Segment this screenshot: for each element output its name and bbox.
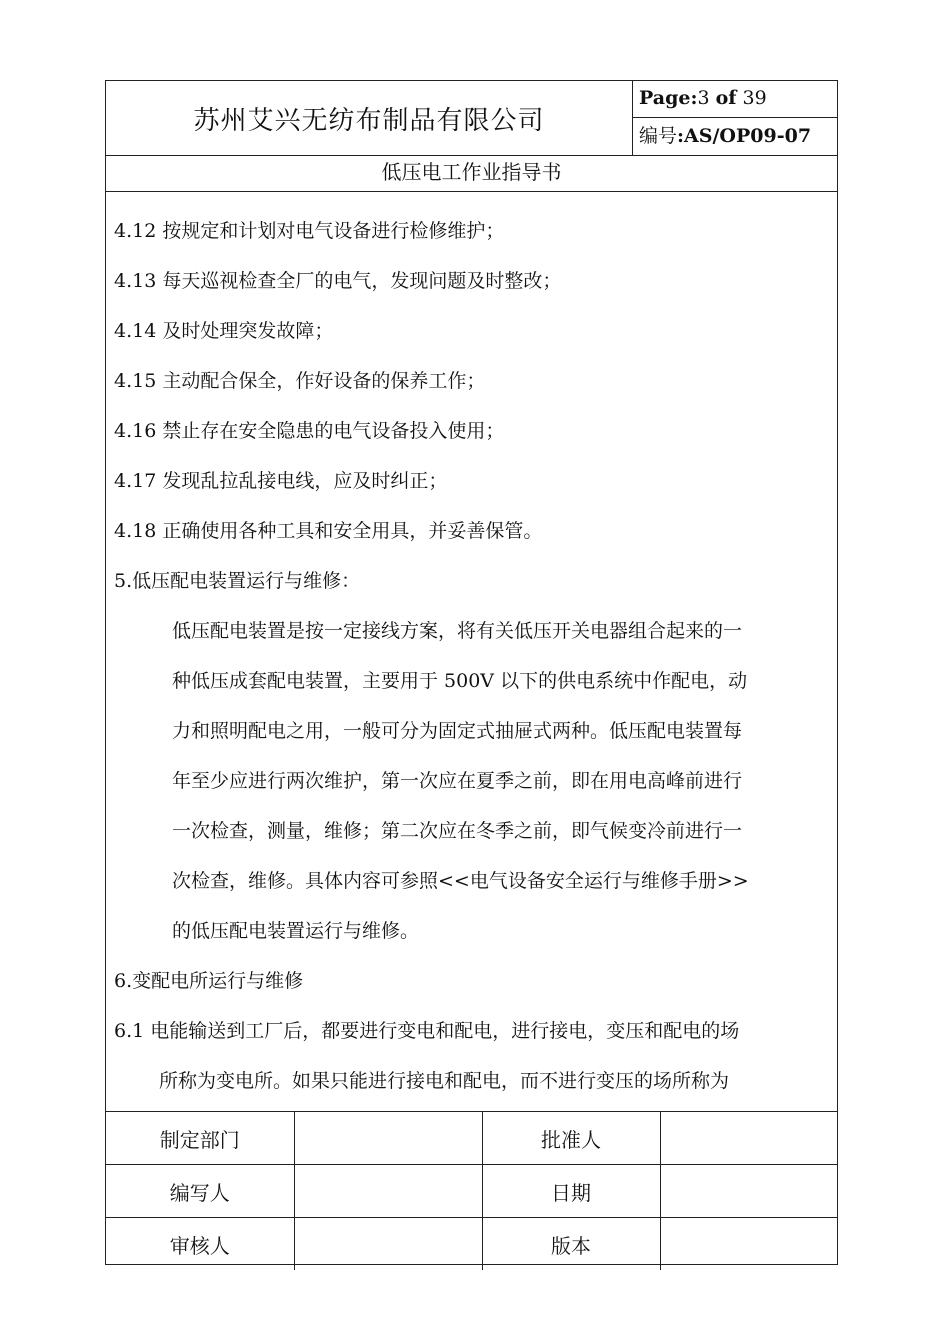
company-name: 苏州艾兴无纺布制品有限公司 [106, 81, 633, 156]
reviewer-label: 审核人 [106, 1218, 294, 1271]
writer-field[interactable] [294, 1165, 482, 1218]
body-line: 年至少应进行两次维护，第一次应在夏季之前，即在用电高峰前进行 [172, 770, 743, 792]
body-line: 次检查，维修。具体内容可参照<<电气设备安全运行与维修手册>> [172, 870, 749, 892]
body-line: 4.15 主动配合保全，作好设备的保养工作； [114, 370, 486, 392]
body-line: 种低压成套配电装置，主要用于 500V 以下的供电系统中作配电，动 [172, 670, 748, 692]
section-heading: 6.变配电所运行与维修 [114, 970, 304, 992]
body-line: 4.16 禁止存在安全隐患的电气设备投入使用； [114, 420, 505, 442]
body-line: 4.14 及时处理突发故障； [114, 320, 334, 342]
body-line: 4.18 正确使用各种工具和安全用具，并妥善保管。 [114, 520, 543, 542]
body-line: 4.12 按规定和计划对电气设备进行检修维护； [114, 220, 505, 242]
document-frame [105, 80, 838, 1265]
body-line: 一次检查，测量，维修；第二次应在冬季之前，即气候变冷前进行一 [172, 820, 743, 842]
body-line: 的低压配电装置运行与维修。 [172, 920, 420, 942]
dept-field[interactable] [294, 1112, 482, 1165]
version-field[interactable] [660, 1218, 837, 1271]
body-line: 所称为变电所。如果只能进行接电和配电，而不进行变压的场所称为 [159, 1070, 730, 1092]
page-total: 39 [742, 87, 767, 109]
body-line: 4.17 发现乱拉乱接电线，应及时纠正； [114, 470, 448, 492]
document-body [106, 192, 837, 1112]
page-number: 3 [697, 87, 710, 109]
body-line: 4.13 每天巡视检查全厂的电气，发现问题及时整改； [114, 270, 562, 292]
signoff-table [106, 1112, 837, 1264]
body-line: 低压配电装置是按一定接线方案，将有关低压开关电器组合起来的一 [172, 620, 743, 642]
date-field[interactable] [660, 1165, 837, 1218]
body-line: 6.1 电能输送到工厂后，都要进行变电和配电，进行接电，变压和配电的场 [114, 1020, 740, 1042]
section-heading: 5.低压配电装置运行与维修： [114, 570, 361, 592]
writer-label: 编写人 [106, 1165, 294, 1218]
dept-label: 制定部门 [106, 1112, 294, 1165]
approver-label: 批准人 [482, 1112, 660, 1165]
approver-field[interactable] [660, 1112, 837, 1165]
date-label: 日期 [482, 1165, 660, 1218]
page-of-label: of [715, 87, 737, 109]
reviewer-field[interactable] [294, 1218, 482, 1271]
body-line: 力和照明配电之用，一般可分为固定式抽屉式两种。低压配电装置每 [172, 720, 743, 742]
document-code [633, 118, 837, 156]
page-indicator [633, 81, 837, 118]
page-label: Page: [639, 87, 698, 109]
code-prefix: 编号 [639, 125, 678, 147]
version-label: 版本 [482, 1218, 660, 1271]
code-value: :AS/OP09-07 [677, 125, 812, 147]
document-title: 低压电工作业指导书 [106, 156, 837, 192]
